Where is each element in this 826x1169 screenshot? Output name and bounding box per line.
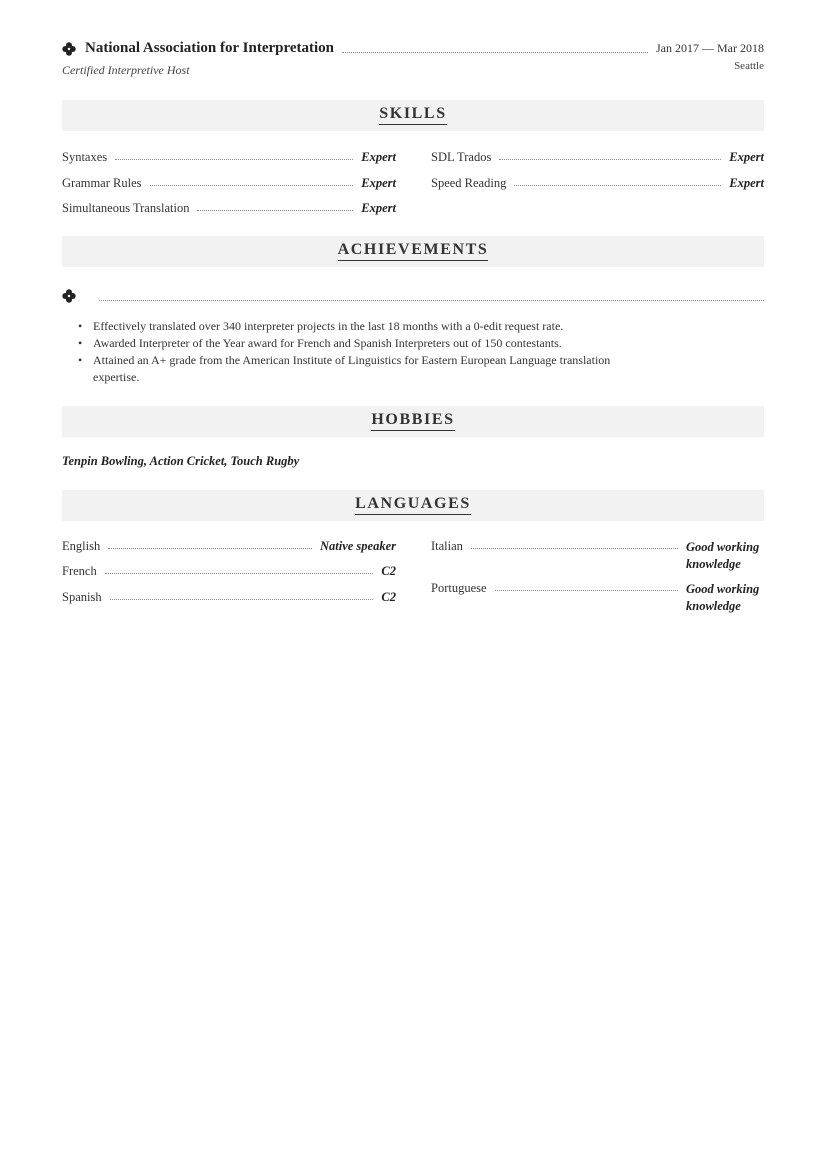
achievements-section-header: [62, 236, 764, 267]
hobbies-section-header: [62, 406, 764, 437]
experience-header: [62, 40, 764, 57]
dotted-leader: [342, 52, 648, 53]
skill-row: [62, 176, 396, 191]
language-row: [431, 581, 764, 615]
skills-section-header: [62, 100, 764, 131]
language-row: [431, 539, 764, 573]
achievements-list: [78, 318, 638, 386]
skill-name: Simultaneous Translation: [62, 201, 190, 215]
dotted-leader: [99, 300, 764, 301]
language-level: Good working knowledge: [686, 540, 760, 571]
language-level: C2: [381, 564, 396, 578]
skill-row: [431, 176, 764, 191]
clover-icon: [62, 289, 76, 303]
skill-name: Speed Reading: [431, 176, 507, 190]
skill-row: [62, 201, 396, 216]
list-item: • Attained an A+ grade from the American Institute of Linguistics for Eastern European Language translation expertise.: [78, 352, 638, 386]
hobbies-text: Tenpin Bowling, Action Cricket, Touch Rugby: [62, 454, 300, 468]
language-level: Good working knowledge: [686, 582, 760, 613]
language-level: Native speaker: [319, 539, 396, 553]
language-row: [62, 590, 396, 605]
skill-level: Expert: [729, 176, 764, 190]
employment-dates: Jan 2017 — Mar 2018: [656, 41, 764, 55]
list-item: • Awarded Interpreter of the Year award for French and Spanish Interpreters out of 150 contestants.: [78, 335, 638, 352]
job-location: Seattle: [734, 60, 764, 72]
language-row: [62, 539, 396, 554]
experience-entry: [62, 40, 764, 78]
dotted-leader: [514, 176, 721, 186]
clover-icon: [62, 42, 76, 56]
achievements-heading: ACHIEVEMENTS: [338, 241, 489, 261]
languages-section-header: [62, 490, 764, 521]
dotted-leader: [197, 201, 353, 211]
dotted-leader: [110, 590, 374, 600]
achievement-entry-header: [62, 289, 764, 304]
language-name: Spanish: [62, 590, 102, 604]
dotted-leader: [150, 176, 354, 186]
dotted-leader: [105, 564, 374, 574]
skill-level: Expert: [729, 150, 764, 164]
language-name: Italian: [431, 539, 463, 553]
dotted-leader: [499, 150, 721, 160]
hobbies-heading: HOBBIES: [371, 411, 454, 431]
language-row: [62, 564, 396, 579]
organization-name: National Association for Interpretation: [85, 40, 335, 56]
dotted-leader: [471, 539, 678, 549]
dotted-leader: [115, 150, 353, 160]
dotted-leader: [108, 539, 312, 549]
skill-name: Grammar Rules: [62, 176, 142, 190]
skills-heading: SKILLS: [379, 105, 446, 125]
list-item: • Effectively translated over 340 interpreter projects in the last 18 months with a 0-edit request rate.: [78, 318, 638, 335]
language-level: C2: [381, 590, 396, 604]
language-name: Portuguese: [431, 581, 487, 595]
skill-row: [62, 150, 396, 165]
languages-heading: LANGUAGES: [355, 495, 471, 515]
skill-level: Expert: [361, 201, 396, 215]
skill-row: [431, 150, 764, 165]
skill-name: Syntaxes: [62, 150, 108, 164]
skill-level: Expert: [361, 176, 396, 190]
job-title: Certified Interpretive Host: [62, 63, 190, 77]
skill-level: Expert: [361, 150, 396, 164]
language-name: English: [62, 539, 101, 553]
skill-name: SDL Trados: [431, 150, 492, 164]
language-name: French: [62, 564, 97, 578]
dotted-leader: [495, 581, 678, 591]
